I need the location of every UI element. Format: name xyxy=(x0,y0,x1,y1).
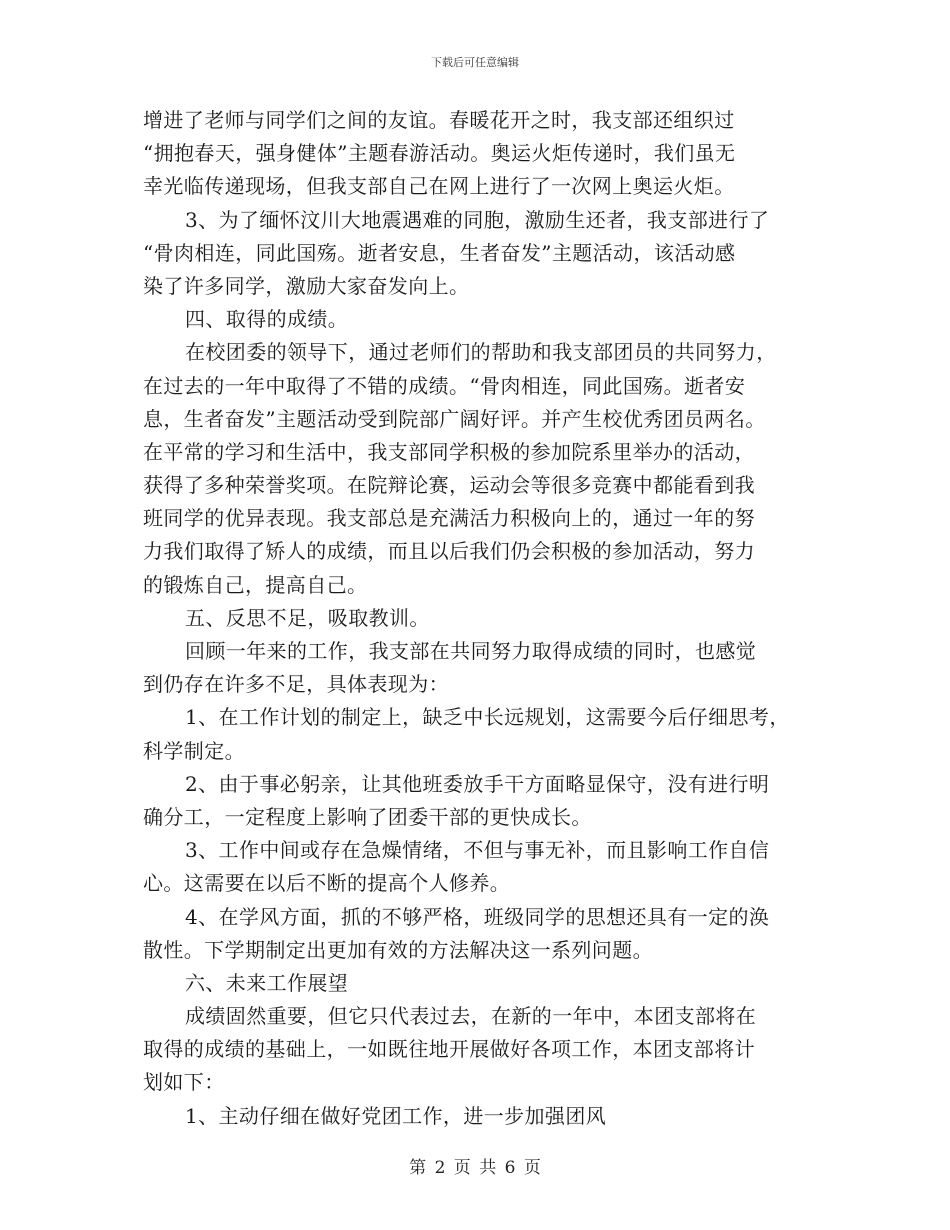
text-line: 1、在工作计划的制定上，缺乏中长远规划，这需要今后仔细思考， xyxy=(185,705,790,730)
text-line: 在过去的一年中取得了不错的成绩。“骨肉相连，同此国殇。逝者安 xyxy=(143,373,746,398)
document-body xyxy=(143,104,833,1133)
text-line: 在校团委的领导下，通过老师们的帮助和我支部团员的共同努力， xyxy=(185,340,777,365)
text-line: 息，生者奋发”主题活动受到院部广阔好评。并产生校优秀团员两名。 xyxy=(143,406,766,431)
text-line: 增进了老师与同学们之间的友谊。春暖花开之时，我支部还组织过 xyxy=(143,108,735,132)
text-line: 五、反思不足，吸取教训。 xyxy=(185,605,430,630)
text-line: 科学制定。 xyxy=(143,738,245,763)
page-footer: 第 2 页 共 6 页 xyxy=(409,1158,541,1178)
text-line: 4、在学风方面，抓的不够严格，班级同学的思想还具有一定的涣 xyxy=(185,904,770,929)
page-header: 下载后可任意编辑 xyxy=(431,56,519,69)
text-line: 力我们取得了矫人的成绩，而且以后我们仍会积极的参加活动，努力 xyxy=(143,539,755,564)
text-line: 四、取得的成绩。 xyxy=(185,307,349,332)
text-line: 2、由于事必躬亲，让其他班委放手干方面略显保守，没有进行明 xyxy=(185,771,770,796)
text-line: 在平常的学习和生活中，我支部同学积极的参加院系里举办的活动， xyxy=(143,439,755,464)
text-line: 划如下： xyxy=(143,1070,225,1095)
text-line: 染了许多同学，激励大家奋发向上。 xyxy=(143,273,470,298)
text-line: 班同学的优异表现。我支部总是充满活力积极向上的，通过一年的努 xyxy=(143,506,755,531)
text-line: 到仍存在许多不足，具体表现为： xyxy=(143,672,449,697)
text-line: 六、未来工作展望 xyxy=(185,970,349,995)
text-line: 3、工作中间或存在急燥情绪，不但与事无补，而且影响工作自信 xyxy=(185,838,770,863)
text-line: 心。这需要在以后不断的提高个人修养。 xyxy=(143,871,511,896)
text-line: 回顾一年来的工作，我支部在共同努力取得成绩的同时，也感觉 xyxy=(185,639,757,663)
text-line: “拥抱春天，强身健体”主题春游活动。奥运火炬传递时，我们虽无 xyxy=(143,141,736,166)
text-line: 散性。下学期制定出更加有效的方法解决这一系列问题。 xyxy=(143,937,653,962)
text-line: 确分工，一定程度上影响了团委干部的更快成长。 xyxy=(143,804,592,829)
text-line: 成绩固然重要，但它只代表过去，在新的一年中，本团支部将在 xyxy=(185,1004,757,1029)
text-line: 的锻炼自己，提高自己。 xyxy=(143,572,368,597)
text-line: 1、主动仔细在做好党团工作，进一步加强团风 xyxy=(185,1103,607,1128)
text-line: 获得了多种荣誉奖项。在院辩论赛，运动会等很多竞赛中都能看到我 xyxy=(143,473,755,498)
text-line: 3、为了缅怀汶川大地震遇难的同胞，激励生还者，我支部进行了 xyxy=(185,207,770,232)
text-line: “骨肉相连，同此国殇。逝者安息，生者奋发”主题活动，该活动感 xyxy=(143,240,736,265)
text-line: 取得的成绩的基础上，一如既往地开展做好各项工作，本团支部将计 xyxy=(143,1037,755,1062)
text-line: 幸光临传递现场，但我支部自己在网上进行了一次网上奥运火炬。 xyxy=(143,174,735,199)
